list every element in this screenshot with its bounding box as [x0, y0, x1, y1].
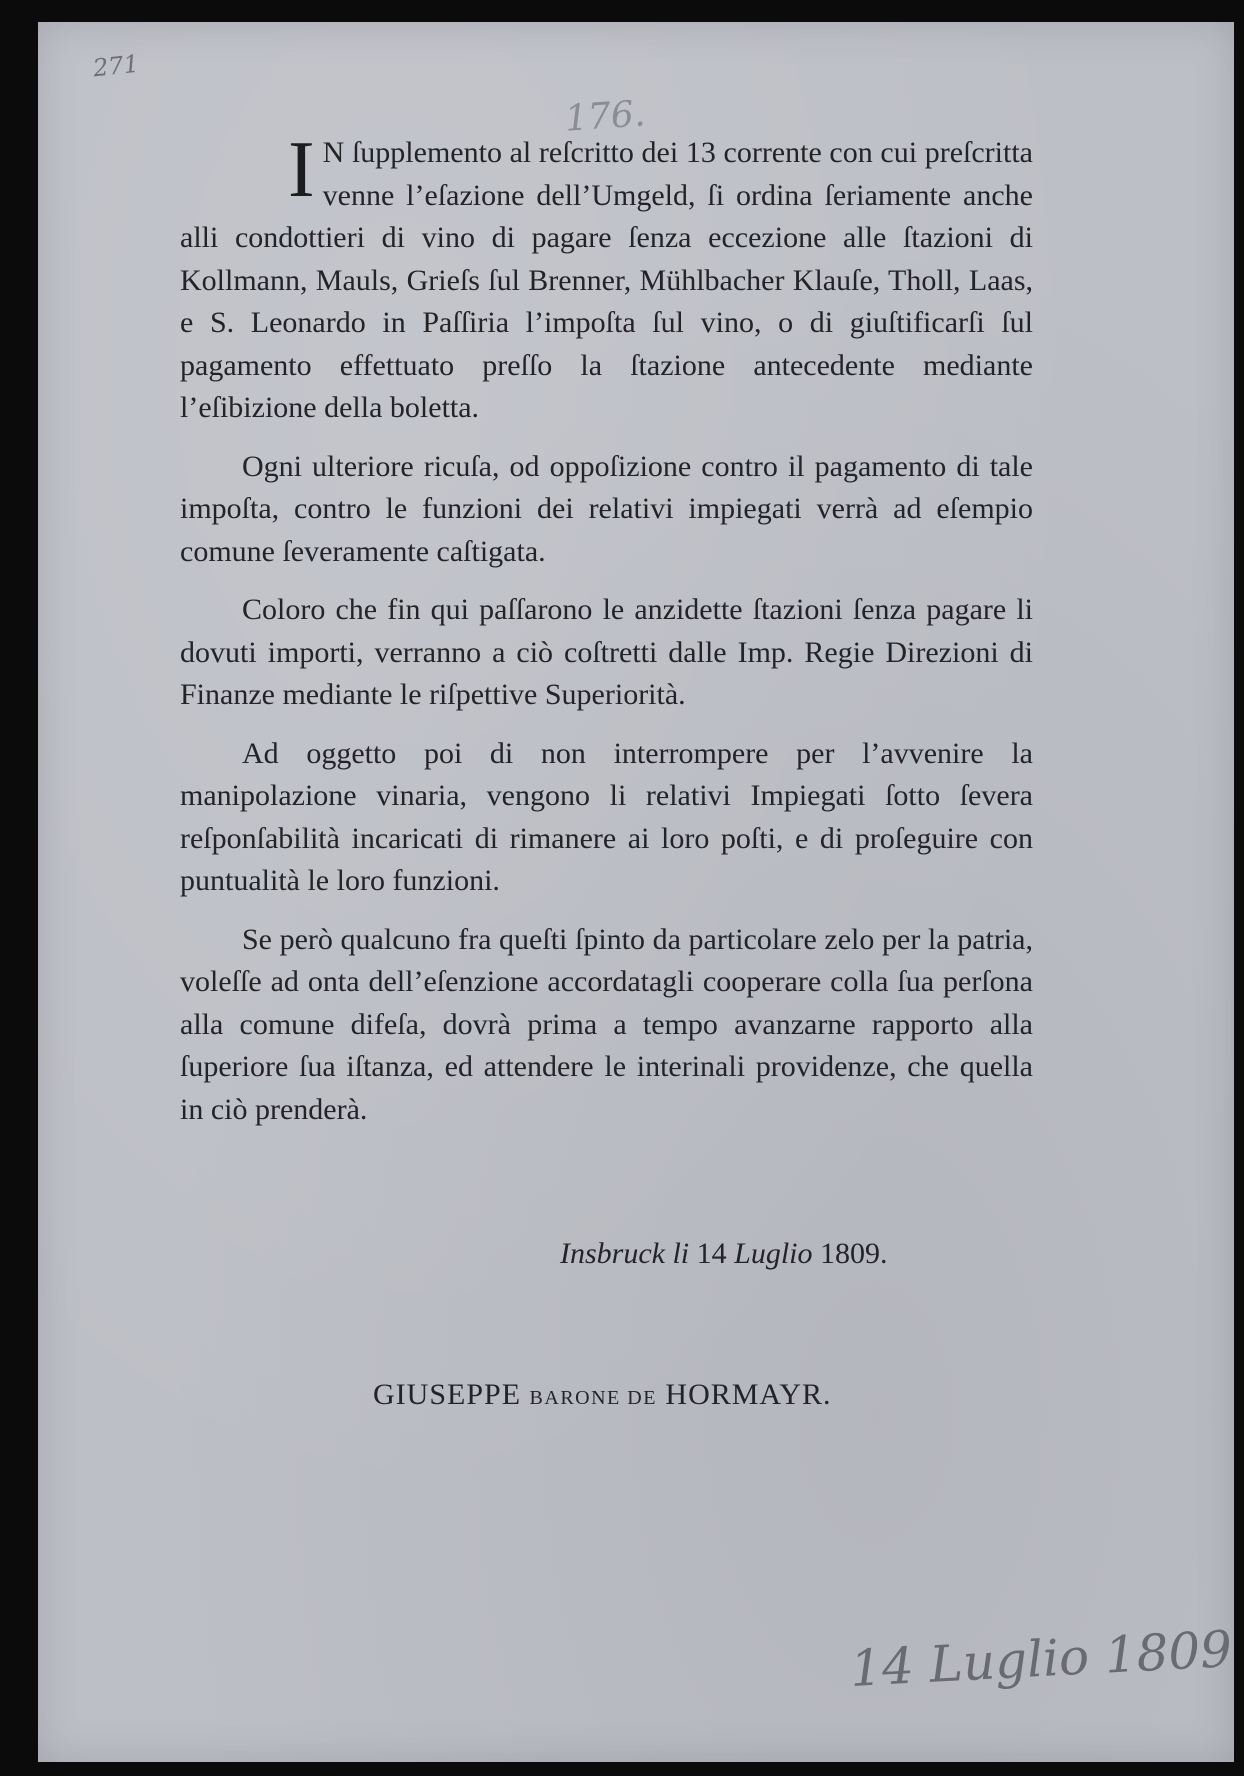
signature-last-name: HORMAYR.	[665, 1378, 832, 1411]
paragraph-1-text: N ſupplemento al reſcritto dei 13 corrente con cui preſcritta venne l’eſazione dell’Umgeld, ſi ordina ſeriamente anche alli condottieri di vino di pagare ſenza eccezione alle ſtazioni di Kollmann, Mauls, Grieſs ſul Brenner, Mühlbacher Klauſe, Tholl, Laas, e S. Leonardo in Paſſiria l’impoſta ſul vino, o di giuſtificarſi ſul pagamento effettuato preſſo la ſtazione antecedente mediante l’eſibizione della boletta.	[180, 136, 1033, 424]
dateline-day: 14	[696, 1237, 727, 1270]
signature-title: BARONE DE	[529, 1387, 657, 1409]
drop-cap: I	[288, 126, 315, 214]
decree-paragraph-2: Ogni ulteriore ricuſa, od oppoſizione contro il pagamento di tale impoſta, contro le funzioni dei relativi impiegati verrà ad eſempio comune ſeveramente caſtigata.	[180, 449, 1033, 568]
dateline-year: 1809.	[820, 1237, 888, 1270]
dateline	[560, 1237, 888, 1271]
signature	[373, 1378, 832, 1412]
handwritten-sheet-number: 176.	[563, 93, 647, 140]
handwritten-date: 14 Luglio 1809	[848, 1620, 1234, 1698]
decree-paragraph-4: Ad oggetto poi di non interrompere per l’avvenire la manipolazione vinaria, vengono li relativi Impiegati ſotto ſevera reſponſabilità incaricati di rimanere ai loro poſti, e di proſeguire con puntualità le loro funzioni.	[180, 736, 1033, 897]
dateline-month: Luglio	[734, 1237, 813, 1270]
signature-first-name: GIUSEPPE	[373, 1378, 522, 1411]
dateline-place: Insbruck li	[560, 1237, 690, 1270]
decree-paragraph-3: Coloro che fin qui paſſarono le anzidette ſtazioni ſenza pagare li dovuti importi, verranno a ciò coſtretti dalle Imp. Regie Direzioni di Finanze mediante le riſpettive Superiorità.	[180, 593, 1033, 711]
pencil-reference-number: 271	[91, 49, 141, 83]
decree-paragraph-1	[180, 126, 1033, 430]
decree-body	[180, 126, 1033, 1147]
decree-paragraph-5: Se però qualcuno fra queſti ſpinto da particolare zelo per la patria, voleſſe ad onta dell’eſenzione accordatagli cooperare colla ſua perſona alla comune difeſa, dovrà prima a tempo avanzarne rapporto alla ſuperiore ſua iſtanza, ed attendere le interinali providenze, che quella in ciò prenderà.	[180, 922, 1033, 1126]
